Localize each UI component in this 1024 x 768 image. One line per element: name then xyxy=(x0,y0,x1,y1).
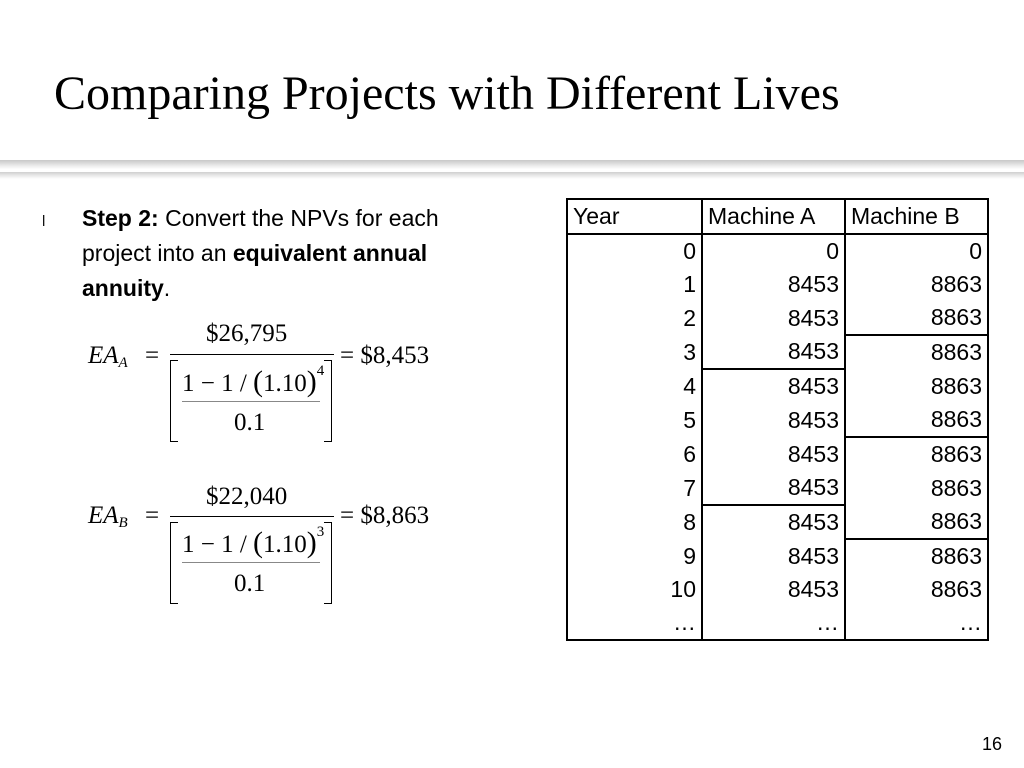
machine-a-cell: 8453 xyxy=(702,268,845,301)
denominator-bottom: 0.1 xyxy=(234,570,266,597)
table-row xyxy=(567,573,988,606)
formula-lhs: $EA_A$ xyxy=(88,342,128,371)
page-number: 16 xyxy=(981,734,1002,754)
machine-a-cell: 8453 xyxy=(702,539,845,573)
table-row xyxy=(567,539,988,573)
machine-b-cell: … xyxy=(959,609,982,635)
machine-a-cell: 8453 xyxy=(702,301,845,335)
step-emphasis: equivalent annual annuity xyxy=(82,240,428,301)
machine-b-cell: 8863 xyxy=(930,576,982,602)
equals-sign: = xyxy=(145,502,160,529)
formula-ea-a xyxy=(88,318,448,443)
machine-b-cell: 8863 xyxy=(845,403,988,437)
year-cell: 4 xyxy=(567,369,702,403)
table-row xyxy=(567,505,988,539)
step-label: Step 2: xyxy=(82,205,159,231)
machine-a-cell: 8453 xyxy=(702,573,845,606)
numerator: $22,040 xyxy=(206,483,288,510)
header-machine-a: Machine A xyxy=(702,199,845,234)
table-row xyxy=(567,234,988,268)
formula-result: = $8,453 xyxy=(340,342,430,369)
machine-b-cell: 8863 xyxy=(930,372,982,399)
year-cell: 2 xyxy=(567,301,702,335)
formula-result: = $8,863 xyxy=(340,502,430,529)
table-row xyxy=(567,471,988,505)
exponent: 3 xyxy=(316,524,325,540)
machine-b-cell: 8863 xyxy=(845,505,988,539)
machine-a-cell: 0 xyxy=(702,234,845,268)
left-bracket xyxy=(170,522,178,604)
table-header-row xyxy=(567,199,988,234)
denominator-top: $1 - 1 / (1.10)^3$ xyxy=(182,524,325,559)
slide-title: Comparing Projects with Different Lives xyxy=(54,67,840,120)
header-year: Year xyxy=(567,199,702,234)
machine-b-cell: 8863 xyxy=(930,543,982,569)
bullet-marker: l xyxy=(42,213,46,230)
table-row xyxy=(567,437,988,471)
equals-sign: = xyxy=(145,342,160,369)
step-text xyxy=(82,201,462,306)
year-cell: 0 xyxy=(567,234,702,268)
step-body: Convert the NPVs for each project into an xyxy=(82,205,439,266)
formula-lhs: $EA_B$ xyxy=(88,502,128,531)
table-row xyxy=(567,606,988,640)
formula-ea-b xyxy=(88,481,448,606)
denominator-bottom: 0.1 xyxy=(234,409,266,436)
fraction-bar xyxy=(170,354,334,355)
year-cell: 9 xyxy=(567,539,702,573)
exponent: 4 xyxy=(316,363,325,379)
machine-b-cell: 8863 xyxy=(930,474,982,501)
table-row xyxy=(567,268,988,301)
year-cell: 10 xyxy=(567,573,702,606)
machine-a-cell: 8453 xyxy=(702,437,845,471)
year-cell: 8 xyxy=(567,505,702,539)
right-bracket xyxy=(324,360,332,442)
machine-b-cell: 0 xyxy=(969,238,982,264)
year-cell: 7 xyxy=(567,471,702,505)
year-cell: 6 xyxy=(567,437,702,471)
fraction-bar xyxy=(170,516,334,517)
left-bracket xyxy=(170,360,178,442)
table-row xyxy=(567,335,988,369)
machine-b-cell: 8863 xyxy=(845,301,988,335)
table-row xyxy=(567,369,988,403)
inner-fraction-bar xyxy=(182,562,320,563)
inner-fraction-bar xyxy=(182,401,320,402)
header-machine-b: Machine B xyxy=(845,199,988,234)
year-cell: 1 xyxy=(567,268,702,301)
denominator-top: $1 - 1 / (1.10)^4$ xyxy=(182,363,325,398)
numerator: $26,795 xyxy=(206,320,288,347)
machine-b-cell: 8863 xyxy=(930,271,982,297)
step-end: . xyxy=(163,275,171,301)
table-row xyxy=(567,403,988,437)
machine-b-cell: 8863 xyxy=(930,441,982,467)
machine-a-cell: 8453 xyxy=(702,369,845,403)
machine-a-cell: 8453 xyxy=(702,505,845,539)
title-divider xyxy=(0,157,1024,179)
machine-a-cell: 8453 xyxy=(702,471,845,505)
machine-b-cell: 8863 xyxy=(930,339,982,365)
year-cell: 3 xyxy=(567,335,702,369)
machine-a-cell: 8453 xyxy=(702,335,845,369)
cash-flow-table xyxy=(566,198,989,641)
right-bracket xyxy=(324,522,332,604)
machine-a-cell: … xyxy=(702,606,845,640)
machine-a-cell: 8453 xyxy=(702,403,845,437)
year-cell: 5 xyxy=(567,403,702,437)
year-cell: … xyxy=(567,606,702,640)
table-row xyxy=(567,301,988,335)
